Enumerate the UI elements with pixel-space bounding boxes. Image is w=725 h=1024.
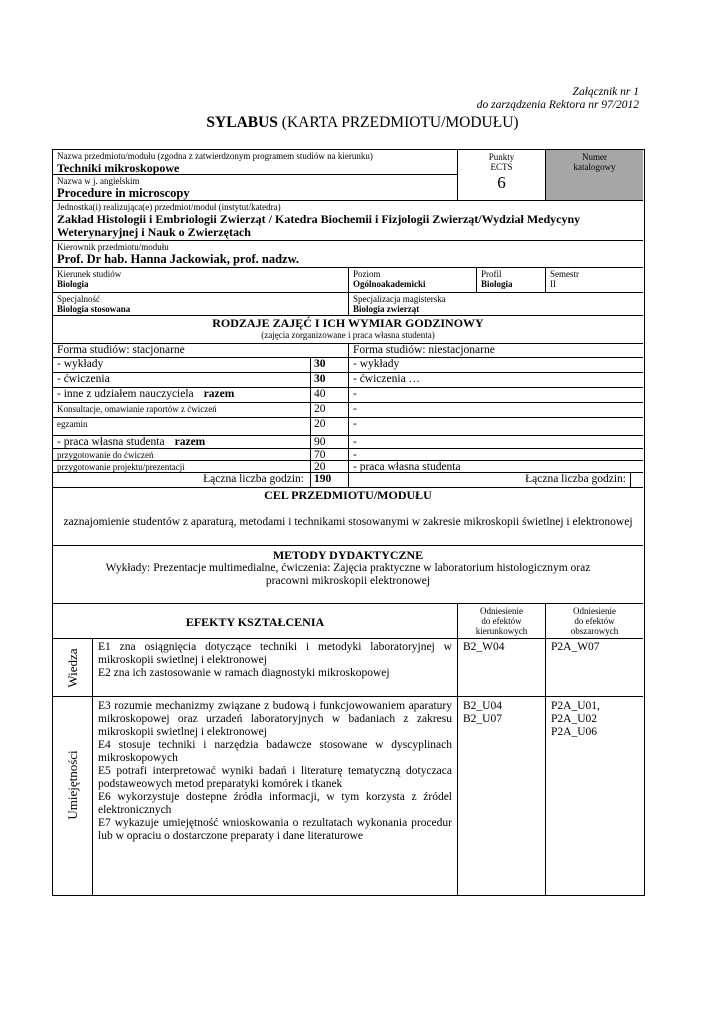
skills-dir-2: B2_U07 bbox=[463, 713, 502, 725]
hours-row-value: 40 bbox=[311, 388, 349, 403]
specialty-cell bbox=[53, 293, 349, 316]
knowledge-label-cell bbox=[53, 639, 93, 697]
hours-row-extra: razem bbox=[174, 436, 206, 448]
hours-row-value: 30 bbox=[311, 373, 349, 388]
hours-row-extra: razem bbox=[203, 388, 235, 400]
hours-row-value: 90 bbox=[311, 436, 349, 449]
goal-section bbox=[53, 488, 643, 546]
skills-area-1: P2A_U01, P2A_U02 bbox=[551, 700, 600, 725]
hours-header bbox=[53, 316, 643, 344]
course-name: Techniki mikroskopowe bbox=[57, 161, 180, 175]
course-head-label: Kierownik przedmiotu/modułu bbox=[57, 242, 169, 252]
semester: II bbox=[550, 279, 556, 289]
unit-line-1: Zakład Histologii i Embriologii Zwierząt / Katedra Biochemii i Fizjologii Zwierząt/Wydział Medycyny bbox=[57, 212, 581, 226]
master-specialization-label: Specjalizacja magisterska bbox=[353, 294, 446, 304]
level-cell bbox=[349, 268, 477, 293]
course-head-cell bbox=[53, 241, 643, 268]
hours-subtitle: (zajęcia zorganizowane i praca własna studenta) bbox=[261, 330, 435, 340]
semester-cell bbox=[546, 268, 643, 293]
hours-row-label bbox=[53, 373, 311, 388]
knowledge-area: P2A_W07 bbox=[551, 641, 600, 653]
page-title bbox=[0, 114, 725, 132]
total-value: 190 bbox=[314, 473, 332, 485]
master-specialization-cell bbox=[349, 293, 643, 316]
knowledge-text-cell bbox=[93, 639, 458, 697]
course-name-cell bbox=[53, 150, 458, 175]
effects-title-cell bbox=[53, 604, 458, 639]
hours-row-label-text: - inne z udziałem nauczyciela bbox=[57, 388, 194, 400]
ref-dir-line-2: do efektów bbox=[481, 616, 522, 626]
hours-row-value: 30 bbox=[311, 358, 349, 373]
regulation-reference: do zarządzenia Rektora nr 97/2012 bbox=[476, 99, 639, 111]
hours-row-label bbox=[53, 449, 311, 461]
catalog-label-1: Numer bbox=[582, 152, 607, 162]
course-name-en-label: Nazwa w j. angielskim bbox=[57, 176, 140, 186]
hours-row-label-text: - ćwiczenia bbox=[57, 373, 110, 385]
ref-area-line-3: obszarowych bbox=[570, 626, 619, 636]
ects-label-1: Punkty bbox=[488, 152, 515, 162]
total-value-right-cell bbox=[631, 473, 643, 488]
specialty: Biologia stosowana bbox=[57, 304, 131, 314]
skills-label-cell bbox=[53, 697, 93, 895]
skills-area-cell bbox=[546, 697, 643, 895]
hours-title: RODZAJE ZAJĘĆ I ICH WYMIAR GODZINOWY bbox=[212, 316, 484, 330]
hours-row-value: 20 bbox=[311, 461, 349, 473]
skills-area-2: P2A_U06 bbox=[551, 726, 598, 738]
total-label-right: Łączna liczba godzin: bbox=[525, 473, 626, 485]
total-label-cell bbox=[53, 473, 311, 488]
master-specialization: Biologia zwierząt bbox=[353, 304, 420, 314]
catalog-number-cell bbox=[546, 150, 643, 201]
profile-cell bbox=[477, 268, 546, 293]
course-name-label: Nazwa przedmiotu/modułu (zgodna z zatwierdzonym programem studiów na kierunku) bbox=[57, 151, 373, 161]
ref-area-header bbox=[546, 604, 643, 639]
stationary-label: Forma studiów: stacjonarne bbox=[53, 344, 349, 358]
ref-area-line-2: do efektów bbox=[574, 616, 615, 626]
skills-dir-cell bbox=[458, 697, 546, 895]
course-name-en-cell bbox=[53, 175, 458, 201]
methods-title: METODY DYDAKTYCZNE bbox=[272, 548, 424, 562]
ref-directional-header bbox=[458, 604, 546, 639]
ects-cell bbox=[458, 150, 546, 201]
total-value-cell bbox=[311, 473, 349, 488]
skills-label: Umiejętności bbox=[65, 750, 80, 820]
hours-row-nonstationary: - bbox=[349, 449, 643, 461]
specialty-label: Specjalność bbox=[57, 294, 100, 304]
ref-dir-line-1: Odniesienie bbox=[480, 606, 523, 616]
skills-e6: E6 wykorzystuje dostepne źródła informacji, w tym korzysta z źródel elektronicznych bbox=[98, 791, 452, 816]
title-rest: (KARTA PRZEDMIOTU/MODUŁU) bbox=[277, 114, 519, 131]
skills-e7: E7 wykazuje umiejętność wnioskowania o rezultatach wykonania procedur lub w opraciu o dostarczone preparaty i dane literaturowe bbox=[98, 817, 452, 842]
total-label: Łączna liczba godzin: bbox=[203, 473, 304, 485]
hours-row-label-text: egzamin bbox=[57, 419, 88, 429]
catalog-label-2: katalogowy bbox=[573, 162, 616, 172]
title-bold: SYLABUS bbox=[206, 114, 278, 131]
direction-cell bbox=[53, 268, 349, 293]
knowledge-label: Wiedza bbox=[65, 648, 80, 688]
hours-row-label bbox=[53, 388, 311, 403]
hours-row-value: 20 bbox=[311, 418, 349, 436]
hours-row-value: 20 bbox=[311, 403, 349, 418]
syllabus-table bbox=[52, 149, 645, 896]
hours-row-nonstationary: - bbox=[349, 388, 643, 403]
hours-row-nonstationary: - praca własna studenta bbox=[349, 461, 643, 473]
effects-title: EFEKTY KSZTAŁCENIA bbox=[185, 615, 325, 629]
hours-row-nonstationary: - wykłady bbox=[349, 358, 643, 373]
hours-row-nonstationary: - bbox=[349, 403, 643, 418]
hours-row-label-text: przygotowanie projektu/prezentacji bbox=[57, 462, 185, 472]
total-label-right-cell bbox=[349, 473, 631, 488]
nonstationary-label: Forma studiów: niestacjonarne bbox=[349, 344, 643, 358]
knowledge-e2: E2 zna ich zastosowanie w ramach diagnostyki mikroskopowej bbox=[98, 667, 390, 679]
hours-row-nonstationary: - bbox=[349, 418, 643, 436]
hours-row-label-text: przygotowanie do ćwiczeń bbox=[57, 450, 154, 460]
hours-row-label bbox=[53, 418, 311, 436]
hours-row-nonstationary: - bbox=[349, 436, 643, 449]
level-label: Poziom bbox=[353, 269, 381, 279]
direction: Biologia bbox=[57, 279, 89, 289]
course-name-en: Procedure in microscopy bbox=[57, 186, 190, 200]
ref-area-line-1: Odniesienie bbox=[573, 606, 616, 616]
ref-dir-line-3: kierunkowych bbox=[475, 626, 528, 636]
skills-e4: E4 stosuje techniki i narzędzia badawcze stosowane w dyscyplinach mikroskopowych bbox=[98, 739, 452, 764]
hours-row-label bbox=[53, 461, 311, 473]
ects-label-2: ECTS bbox=[490, 162, 513, 172]
hours-row-label bbox=[53, 358, 311, 373]
hours-row-value: 70 bbox=[311, 449, 349, 461]
skills-e5: E5 potrafi interpretować wyniki badań i literaturę tematyczną dotyczaca podstaweowych metod preparatyki komórek i tkanek bbox=[98, 765, 452, 790]
course-head: Prof. Dr hab. Hanna Jackowiak, prof. nadzw. bbox=[57, 252, 300, 266]
skills-e3: E3 rozumie mechanizmy związane z budową i funkcjowowaniem aparatury mikroskopowej oraz urzadeń laboratoryjnych w badaniach z zakresu mikroskopii swietlnej i elektronowej bbox=[98, 700, 452, 738]
knowledge-dir-cell bbox=[458, 639, 546, 697]
unit-line-2: Weterynaryjnej i Nauk o Zwierzętach bbox=[57, 225, 251, 239]
skills-text-cell bbox=[93, 697, 458, 895]
profile: Biologia bbox=[481, 279, 513, 289]
goal-text: zaznajomienie studentów z aparaturą, metodami i technikami stosowanymi w zakresie mikroskopii świetlnej i elektronowej bbox=[63, 516, 633, 528]
hours-row-label-text: - wykłady bbox=[57, 358, 104, 370]
ects-value: 6 bbox=[497, 173, 506, 192]
hours-row-label-text: Konsultacje, omawianie raportów z ćwiczeń bbox=[57, 404, 217, 414]
attachment-note bbox=[477, 86, 639, 112]
hours-row-label bbox=[53, 403, 311, 418]
level: Ogólnoakademicki bbox=[353, 279, 426, 289]
goal-title: CEL PRZEDMIOTU/MODUŁU bbox=[264, 488, 432, 502]
profile-label: Profil bbox=[481, 269, 502, 279]
knowledge-dir: B2_W04 bbox=[463, 641, 505, 653]
knowledge-area-cell bbox=[546, 639, 643, 697]
methods-text: Wykłady: Prezentacje multimedialne, ćwiczenia: Zajęcia praktyczne w laboratorium histologicznym oraz pracowni mikroskopii elektronowej bbox=[105, 562, 591, 587]
skills-dir-1: B2_U04 bbox=[463, 700, 502, 712]
unit-label: Jednostka(i) realizująca(e) przedmiot/moduł (instytut/katedra) bbox=[57, 202, 281, 212]
methods-section bbox=[53, 546, 643, 604]
knowledge-e1: E1 zna osiągnięcia dotyczące techniki i metodyki laboratoryjnej w mikroskopii swietlnej i elektronowej bbox=[98, 641, 452, 666]
hours-row-label bbox=[53, 436, 311, 449]
direction-label: Kierunek studiów bbox=[57, 269, 122, 279]
semester-label: Semestr bbox=[550, 269, 579, 279]
hours-row-label-text: - praca własna studenta bbox=[57, 436, 165, 448]
hours-row-nonstationary: - ćwiczenia … bbox=[349, 373, 643, 388]
attachment-number: Załącznik nr 1 bbox=[572, 86, 639, 98]
unit-cell bbox=[53, 201, 643, 241]
